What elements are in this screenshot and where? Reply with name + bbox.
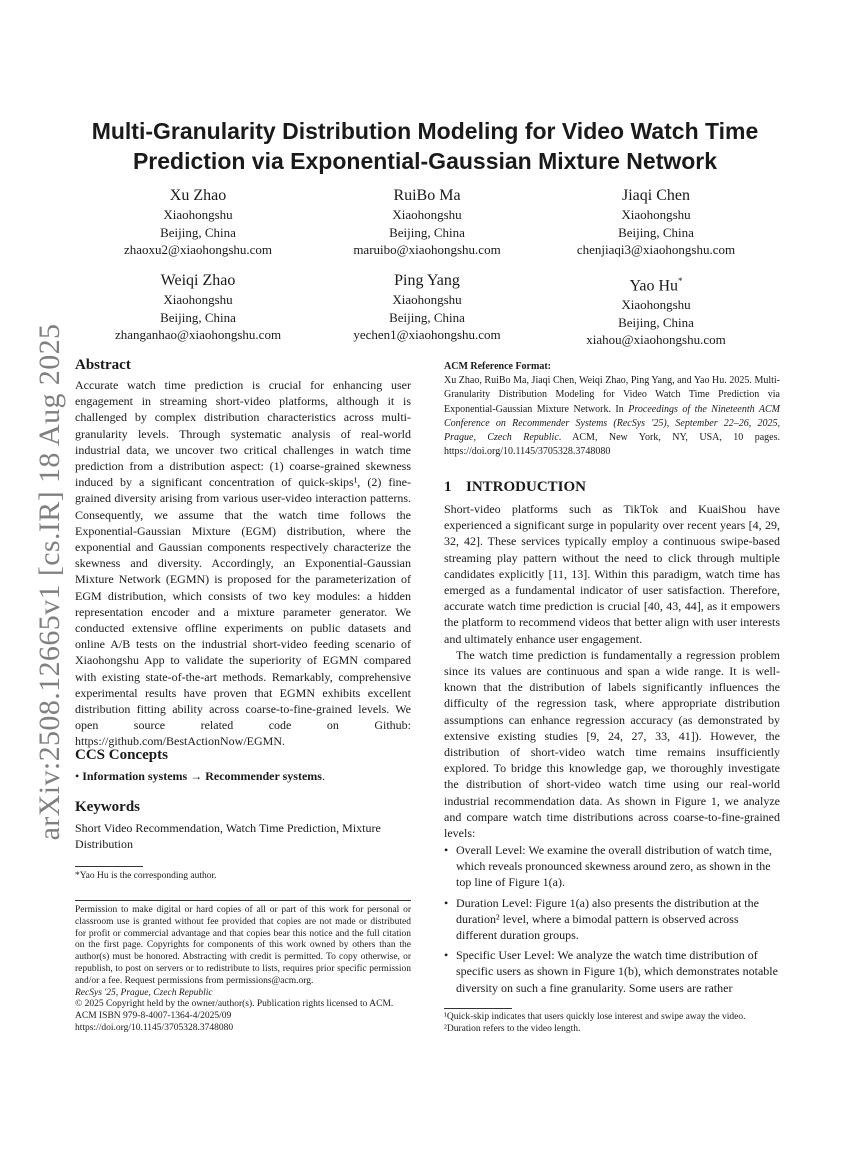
acm-reference-text <box>444 374 780 459</box>
introduction-section <box>444 478 780 841</box>
abstract-heading: Abstract <box>75 357 131 373</box>
author-affiliation: Xiaohongshu <box>621 207 691 222</box>
list-item <box>444 895 780 944</box>
acm-reference-section <box>444 360 780 459</box>
keywords-heading: Keywords <box>75 799 140 815</box>
keywords-text: Short Video Recommendation, Watch Time Prediction, Mixture Distribution <box>75 821 381 852</box>
author-location: Beijing, China <box>389 224 465 240</box>
permission-isbn: ACM ISBN 979-8-4007-1364-4/2025/09 <box>75 1011 232 1022</box>
author-location: Beijing, China <box>160 309 236 325</box>
author-email: zhanganhao@xiaohongshu.com <box>114 327 282 342</box>
permission-venue: RecSys '25, Prague, Czech Republic <box>75 987 213 998</box>
ccs-concept: Information systems → Recommender systems <box>82 769 322 783</box>
footnote-rule <box>75 866 143 867</box>
footnote-rule <box>444 1008 512 1009</box>
author-name: Ping Yang <box>394 272 460 289</box>
corresponding-marker: * <box>678 276 683 286</box>
list-item-text: Duration Level: Figure 1(a) also presents the distribution at the duration² level, where a bimodal pattern is observed across different duration groups. <box>456 895 759 943</box>
list-item <box>444 947 780 996</box>
ccs-bullet: • <box>75 769 80 783</box>
author-name: Xu Zhao <box>169 187 227 204</box>
abstract-text: Accurate watch time prediction is crucial for enhancing user engagement in streaming short-video platforms, although it is challenged by complex distribution characteristics across multi-granularity levels. Through systematic analysis of real-world industrial data, we uncover two critical challenges in watch time prediction from a distribution aspect: (1) coarse-grained skewness induced by a significant concentration of quick-skips¹, (2) fine-grained diversity arising from various user-video interaction patterns. Consequently, we assume that the watch time follows the Exponential-Gaussian Mixture (EGM) distribution, where the exponential and Gaussian components respectively characterize the skewness and diversity. Accordingly, an Exponential-Gaussian Mixture Network (EGMN) is proposed for the parameterization of EGM distribution, which consists of two key modules: a hidden representation encoder and a mixture parameter generator. We conducted extensive offline experiments on public datasets and online A/B tests on the industrial short-video feeding scenario of Xiaohongshu App to validate the superiority of EGMN compared with existing state-of-the-art methods. Remarkably, comprehensive experimental results have proven that EGMN exhibits excellent distribution fitting ability across coarse-to-fine-grained levels. We open source related code on Github: https://github.com/BestActionNow/EGMN. <box>75 378 411 749</box>
author-block <box>68 271 328 344</box>
abstract-section <box>75 356 411 750</box>
distribution-levels-list <box>444 842 780 1000</box>
list-item-text: Specific User Level: We analyze the watch time distribution of specific users as shown in Figure 1(b), which demonstrates notable diversity on such a fine granularity. Some users are rather <box>456 948 778 995</box>
section-number: 1 <box>444 479 452 495</box>
author-name: RuiBo Ma <box>393 187 461 204</box>
author-block <box>68 186 328 259</box>
author-email: xiahou@xiaohongshu.com <box>586 332 726 348</box>
bullet-marker: • <box>444 843 449 857</box>
author-name: Weiqi Zhao <box>160 272 236 289</box>
author-name: Jiaqi Chen <box>622 187 690 204</box>
author-name: Yao Hu <box>629 277 679 295</box>
ccs-section <box>75 746 411 784</box>
ccs-heading: CCS Concepts <box>75 747 168 763</box>
author-email: yechen1@xiaohongshu.com <box>353 327 501 342</box>
author-location: Beijing, China <box>160 224 236 240</box>
permission-rule <box>75 900 411 901</box>
permission-text: Permission to make digital or hard copies of all or part of this work for personal or classroom use is granted without fee provided that copies are not made or distributed for profit or commercial advantage and that copies bear this notice and the full citation on the first page. Copyrights for components of this work owned by others than the author(s) must be honored. Abstracting with credit is permitted. To copy otherwise, or republish, to post on servers or to redistribute to lists, requires prior specific permission and/or a fee. Request permissions from permissions@acm.org. <box>75 905 411 986</box>
corresponding-note: *Yao Hu is the corresponding author. <box>75 871 217 881</box>
bullet-marker: • <box>444 895 449 910</box>
paper-title: Multi-Granularity Distribution Modeling for Video Watch Time Prediction via Exponential-Gaussian Mixture Network <box>91 118 759 174</box>
footnotes <box>444 1012 780 1036</box>
intro-paragraph-2: The watch time prediction is fundamentally a regression problem since its values are continuous and span a wide range. It is well-known that the distribution of labels significantly influences the difficulty of the regression task, where appropriate distribution assumptions can enhance regression accuracy (as demonstrated by extensive existing studies [9, 24, 27, 33, 41]). However, the distribution of short-video watch time remains insufficiently explored. To bridge this knowledge gap, we thoroughly investigate the distribution of short-video watch time using our real-world industrial recommendation data. As shown in Figure 1, we analyze and compare watch time distributions across coarse-to-fine-grained levels: <box>444 647 780 841</box>
author-block <box>526 186 786 259</box>
arxiv-identifier: arXiv:2508.12665v1 [cs.IR] 18 Aug 2025 <box>33 323 66 841</box>
author-affiliation: Xiaohongshu <box>163 207 233 222</box>
permission-copyright: © 2025 Copyright held by the owner/author(s). Publication rights licensed to ACM. <box>75 999 394 1010</box>
author-block <box>297 186 557 259</box>
acm-reference-authors: Xu Zhao, RuiBo Ma, Jiaqi Chen, Weiqi Zhao, Ping Yang, and Yao Hu. 2025. Multi-Granularity Distribution Modeling for Video Watch Time Prediction via Exponential-Gaussian Mixture Network. In <box>444 375 780 415</box>
acm-reference-heading: ACM Reference Format: <box>444 361 551 372</box>
author-block <box>526 271 786 349</box>
ccs-end: . <box>321 769 325 783</box>
intro-paragraph-1: Short-video platforms such as TikTok and KuaiShou have experienced a significant surge in popularity over recent years [4, 29, 32, 42]. These services typically employ a continuous swipe-based streaming play pattern without the need to click through multiple candidates explicitly [11, 13]. Within this paradigm, watch time has emerged as a fundamental indicator of user satisfaction. Therefore, accurate watch time prediction is crucial [40, 43, 44], as it empowers the platform to recommend videos that better align with user interests and ultimately enhance user engagement. <box>444 502 780 646</box>
section-heading: INTRODUCTION <box>466 479 587 495</box>
author-email: zhaoxu2@xiaohongshu.com <box>123 242 273 257</box>
permission-block <box>75 905 411 1035</box>
author-location: Beijing, China <box>618 224 694 240</box>
author-affiliation: Xiaohongshu <box>392 292 462 307</box>
list-item <box>444 842 780 891</box>
author-location: Beijing, China <box>618 314 694 330</box>
author-block <box>297 271 557 344</box>
acm-reference-proceedings: Proceedings of the Nineteenth ACM Conference on Recommender Systems (RecSys '25), September 22–26, 2025, Prague, Czech Republic <box>444 403 780 444</box>
bullet-marker: • <box>444 948 449 963</box>
footnote-2: ²Duration refers to the video length. <box>444 1023 581 1034</box>
keywords-section <box>75 798 411 852</box>
author-email: chenjiaqi3@xiaohongshu.com <box>576 242 736 257</box>
author-affiliation: Xiaohongshu <box>392 207 462 222</box>
author-affiliation: Xiaohongshu <box>163 292 233 307</box>
acm-reference-tail: . ACM, New York, NY, USA, 10 pages. https://doi.org/10.1145/3705328.3748080 <box>444 432 780 458</box>
author-location: Beijing, China <box>389 309 465 325</box>
footnote-1: ¹Quick-skip indicates that users quickly lose interest and swipe away the video. <box>444 1012 746 1022</box>
author-email: maruibo@xiaohongshu.com <box>353 242 501 257</box>
author-affiliation: Xiaohongshu <box>621 297 691 313</box>
list-item-text: Overall Level: We examine the overall distribution of watch time, which reveals pronounced skewness around zero, as shown in the top line of Figure 1(a). <box>456 843 773 890</box>
permission-doi: https://doi.org/10.1145/3705328.3748080 <box>75 1022 234 1033</box>
